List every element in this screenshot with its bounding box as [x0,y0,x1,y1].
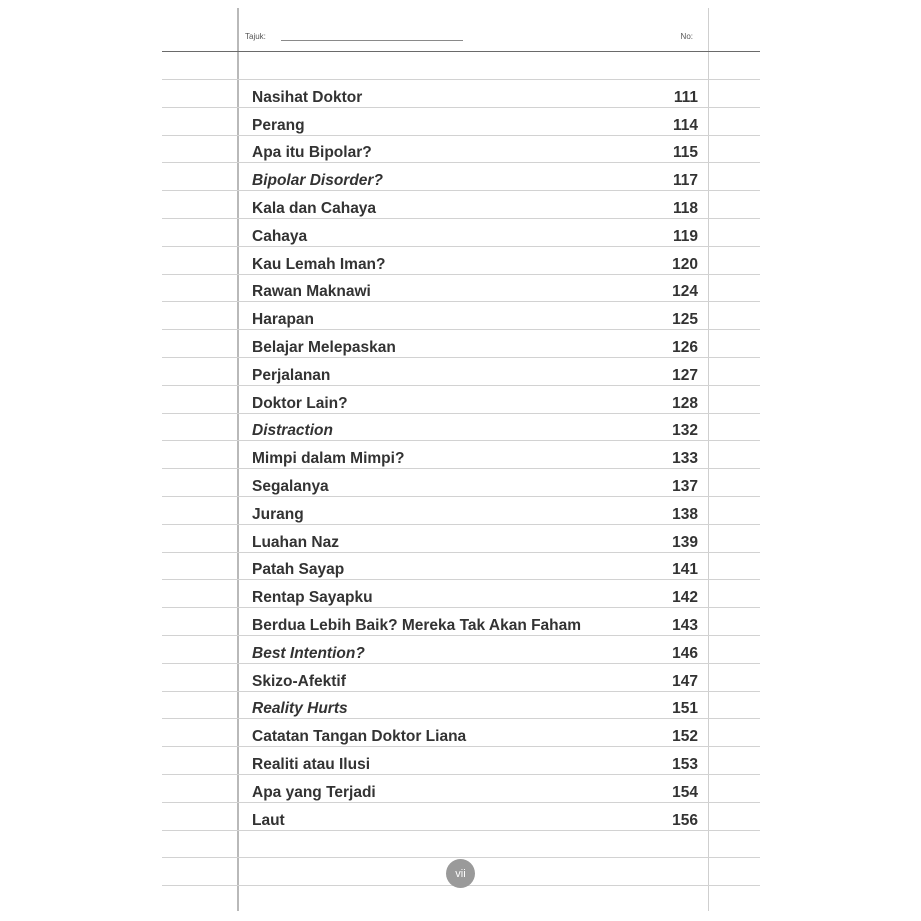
toc-entry [252,279,698,307]
tajuk-label: Tajuk: [245,32,266,41]
toc-entry-title: Kala dan Cahaya [252,200,377,218]
toc-entry [252,418,698,446]
toc-entry-page: 146 [672,644,698,662]
toc-entry [252,696,698,724]
toc-entry-title: Belajar Melepaskan [252,339,396,357]
toc-entry [252,251,698,279]
toc-entry-page: 127 [672,366,698,384]
toc-entry-title: Perang [252,116,305,134]
toc-entry-title: Laut [252,811,285,829]
toc-entry-page: 142 [672,589,698,607]
toc-entry [252,612,698,640]
toc-entry-title: Reality Hurts [252,700,348,718]
header-rule [162,51,760,52]
toc-entry [252,223,698,251]
toc-entry [252,751,698,779]
toc-entry-title: Berdua Lebih Baik? Mereka Tak Akan Faham [252,617,582,635]
left-margin-line [237,8,239,911]
toc-entry-page: 132 [672,422,698,440]
toc-entry-page: 119 [672,227,698,245]
toc-entry-page: 133 [672,450,698,468]
toc-entry-page: 141 [672,561,698,579]
toc-entry-page: 154 [672,783,698,801]
toc-entry-title: Segalanya [252,478,329,496]
table-of-contents [252,84,698,835]
toc-entry-title: Rawan Maknawi [252,283,371,301]
toc-entry-title: Doktor Lain? [252,394,348,412]
toc-entry-title: Apa yang Terjadi [252,783,376,801]
toc-entry [252,807,698,835]
toc-entry-title: Cahaya [252,227,308,245]
no-label: No: [680,32,693,41]
toc-entry-title: Patah Sayap [252,561,345,579]
toc-entry-title: Apa itu Bipolar? [252,144,372,162]
toc-entry-page: 114 [672,116,698,134]
toc-entry [252,668,698,696]
toc-entry-title: Mimpi dalam Mimpi? [252,450,405,468]
toc-entry-title: Luahan Naz [252,533,339,551]
toc-entry-page: 128 [672,394,698,412]
toc-entry-title: Perjalanan [252,366,331,384]
toc-entry [252,723,698,751]
toc-entry-page: 153 [672,756,698,774]
toc-entry [252,584,698,612]
toc-entry [252,473,698,501]
page-number-badge: vii [446,859,475,888]
toc-entry [252,334,698,362]
toc-entry [252,195,698,223]
toc-entry-page: 139 [672,533,698,551]
toc-entry-page: 111 [673,88,698,106]
toc-entry-title: Realiti atau Ilusi [252,756,371,774]
toc-entry-page: 152 [672,728,698,746]
ruled-line [162,79,760,80]
toc-entry [252,529,698,557]
toc-entry-page: 115 [672,144,698,162]
toc-entry [252,362,698,390]
toc-entry-title: Skizo-Afektif [252,672,346,690]
toc-entry-title: Harapan [252,311,315,329]
toc-entry-page: 126 [672,339,698,357]
toc-entry [252,445,698,473]
toc-entry-page: 151 [672,700,698,718]
page-header [245,30,705,44]
toc-entry [252,140,698,168]
right-margin-line [708,8,709,911]
toc-entry [252,112,698,140]
toc-entry [252,501,698,529]
tajuk-underline [281,40,463,41]
toc-entry-title: Kau Lemah Iman? [252,255,386,273]
toc-entry [252,640,698,668]
toc-entry-page: 117 [672,172,698,190]
toc-entry [252,779,698,807]
toc-entry-title: Catatan Tangan Doktor Liana [252,728,467,746]
toc-entry-page: 138 [672,505,698,523]
toc-entry-page: 120 [672,255,698,273]
toc-entry-page: 118 [672,200,698,218]
toc-entry [252,557,698,585]
toc-entry [252,167,698,195]
toc-entry-title: Bipolar Disorder? [252,172,383,190]
toc-entry [252,306,698,334]
toc-entry-page: 125 [672,311,698,329]
toc-entry-page: 143 [672,617,698,635]
toc-entry-page: 124 [672,283,698,301]
toc-entry-title: Nasihat Doktor [252,88,363,106]
toc-entry-title: Best Intention? [252,644,365,662]
toc-entry-page: 156 [672,811,698,829]
toc-entry-title: Rentap Sayapku [252,589,373,607]
toc-entry [252,390,698,418]
toc-entry-page: 137 [672,478,698,496]
toc-entry-title: Jurang [252,505,304,523]
toc-entry [252,84,698,112]
toc-entry-page: 147 [672,672,698,690]
toc-entry-title: Distraction [252,422,333,440]
